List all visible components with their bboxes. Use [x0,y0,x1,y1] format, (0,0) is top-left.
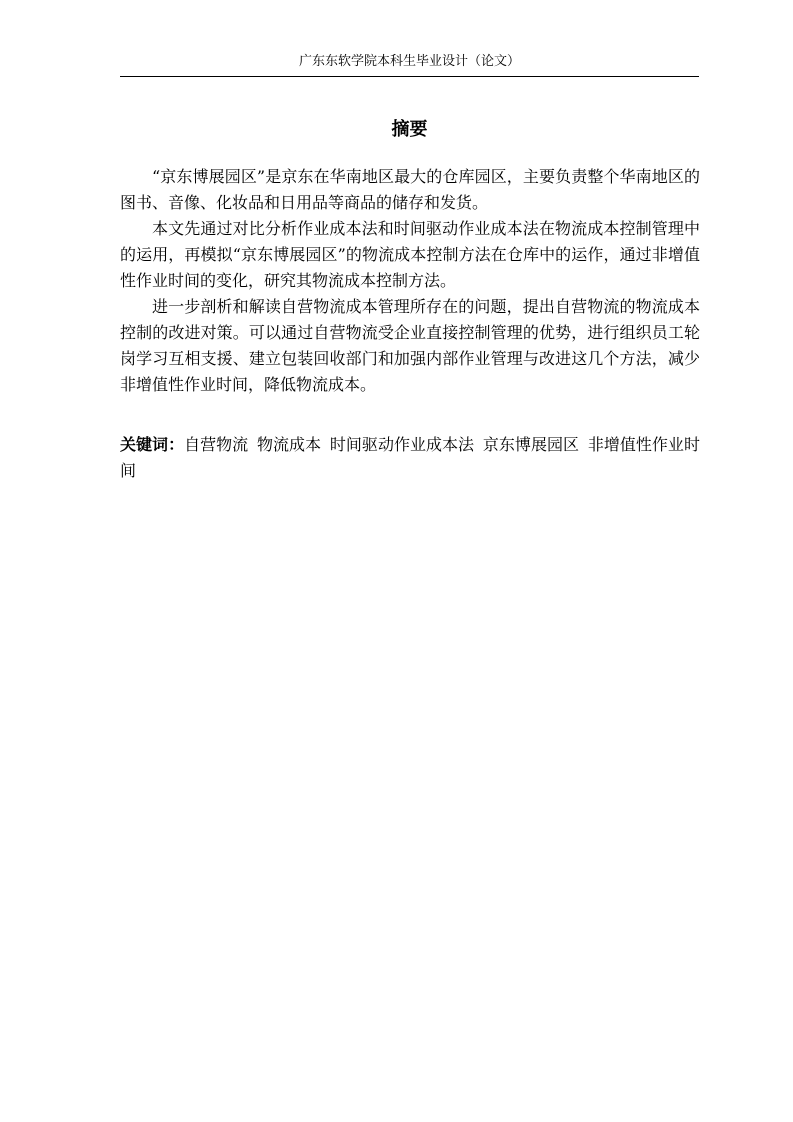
keyword: 非增值性作业时间 [120,435,700,480]
keyword: 自营物流 [184,435,249,454]
header-rule [120,76,699,77]
keywords-label: 关键词： [120,435,185,454]
keywords-line [120,432,700,484]
abstract-title: 摘要 [391,119,428,140]
abstract-body [120,164,700,398]
abstract-paragraph: “京东博展园区”是京东在华南地区最大的仓库园区，主要负责整个华南地区的图书、音像、化妆品和日用品等商品的储存和发货。 [120,167,700,212]
keyword: 京东博展园区 [482,435,580,454]
running-header: 广东东软学院本科生毕业设计（论文） [298,54,520,69]
keyword: 物流成本 [256,435,322,454]
abstract-paragraph: 进一步剖析和解读自营物流成本管理所存在的问题，提出自营物流的物流成本控制的改进对策。可以通过自营物流受企业直接控制管理的优势，进行组织员工轮岗学习互相支援、建立包装回收部门和加强内部作业管理与改进这几个方法，减少非增值性作业时间，降低物流成本。 [120,297,700,394]
keyword: 时间驱动作业成本法 [329,435,475,454]
abstract-paragraph: 本文先通过对比分析作业成本法和时间驱动作业成本法在物流成本控制管理中的运用，再模拟“京东博展园区”的物流成本控制方法在仓库中的运作，通过非增值性作业时间的变化，研究其物流成本控制方法。 [120,219,700,290]
